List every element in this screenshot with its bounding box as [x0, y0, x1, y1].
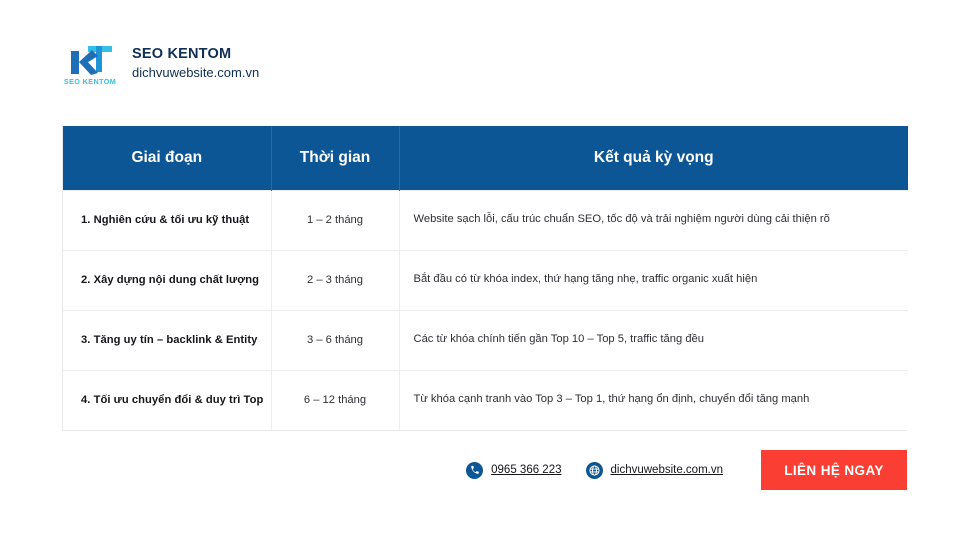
contact-website-label: dichvuwebsite.com.vn — [610, 464, 723, 476]
brand-name: SEO KENTOM — [132, 46, 232, 63]
cell-time: 2 – 3 tháng — [271, 250, 399, 310]
cell-time: 1 – 2 tháng — [271, 190, 399, 250]
table-row — [63, 370, 908, 430]
cell-result: Từ khóa cạnh tranh vào Top 3 – Top 1, thứ hạng ổn định, chuyển đổi tăng mạnh — [399, 370, 908, 430]
contact-website[interactable] — [586, 462, 724, 479]
globe-icon — [586, 462, 603, 479]
cell-result: Website sạch lỗi, cấu trúc chuẩn SEO, tốc độ và trải nghiệm người dùng cải thiện rõ — [399, 190, 908, 250]
roadmap-table-container — [62, 126, 907, 431]
cell-phase: 1. Nghiên cứu & tối ưu kỹ thuật — [63, 190, 271, 250]
cell-time: 3 – 6 tháng — [271, 310, 399, 370]
contact-phone-label: 0965 366 223 — [491, 464, 562, 476]
table-row — [63, 190, 908, 250]
column-header-phase: Giai đoạn — [63, 126, 271, 190]
contact-cta-button[interactable]: LIÊN HỆ NGAY — [761, 450, 907, 490]
footer-bar — [0, 448, 960, 492]
cell-phase: 4. Tối ưu chuyển đổi & duy trì Top — [63, 370, 271, 430]
table-body — [63, 190, 908, 430]
table-row — [63, 250, 908, 310]
cell-phase: 3. Tăng uy tín – backlink & Entity — [63, 310, 271, 370]
table-header — [63, 126, 908, 190]
cell-result: Bắt đầu có từ khóa index, thứ hạng tăng nhẹ, traffic organic xuất hiện — [399, 250, 908, 310]
cell-phase: 2. Xây dựng nội dung chất lượng — [63, 250, 271, 310]
brand-url: dichvuwebsite.com.vn — [132, 65, 260, 81]
cell-time: 6 – 12 tháng — [271, 370, 399, 430]
table-row — [63, 310, 908, 370]
column-header-result: Kết quả kỳ vọng — [399, 126, 908, 190]
roadmap-table — [63, 126, 908, 430]
phone-icon — [466, 462, 483, 479]
contact-phone[interactable] — [466, 462, 561, 479]
table-header-row — [63, 126, 908, 190]
brand-header — [62, 40, 259, 88]
column-header-time: Thời gian — [271, 126, 399, 190]
cell-result: Các từ khóa chính tiến gần Top 10 – Top 5, traffic tăng đều — [399, 310, 908, 370]
logo-caption: SEO KENTOM — [63, 77, 117, 86]
kt-monogram-logo — [62, 40, 118, 88]
